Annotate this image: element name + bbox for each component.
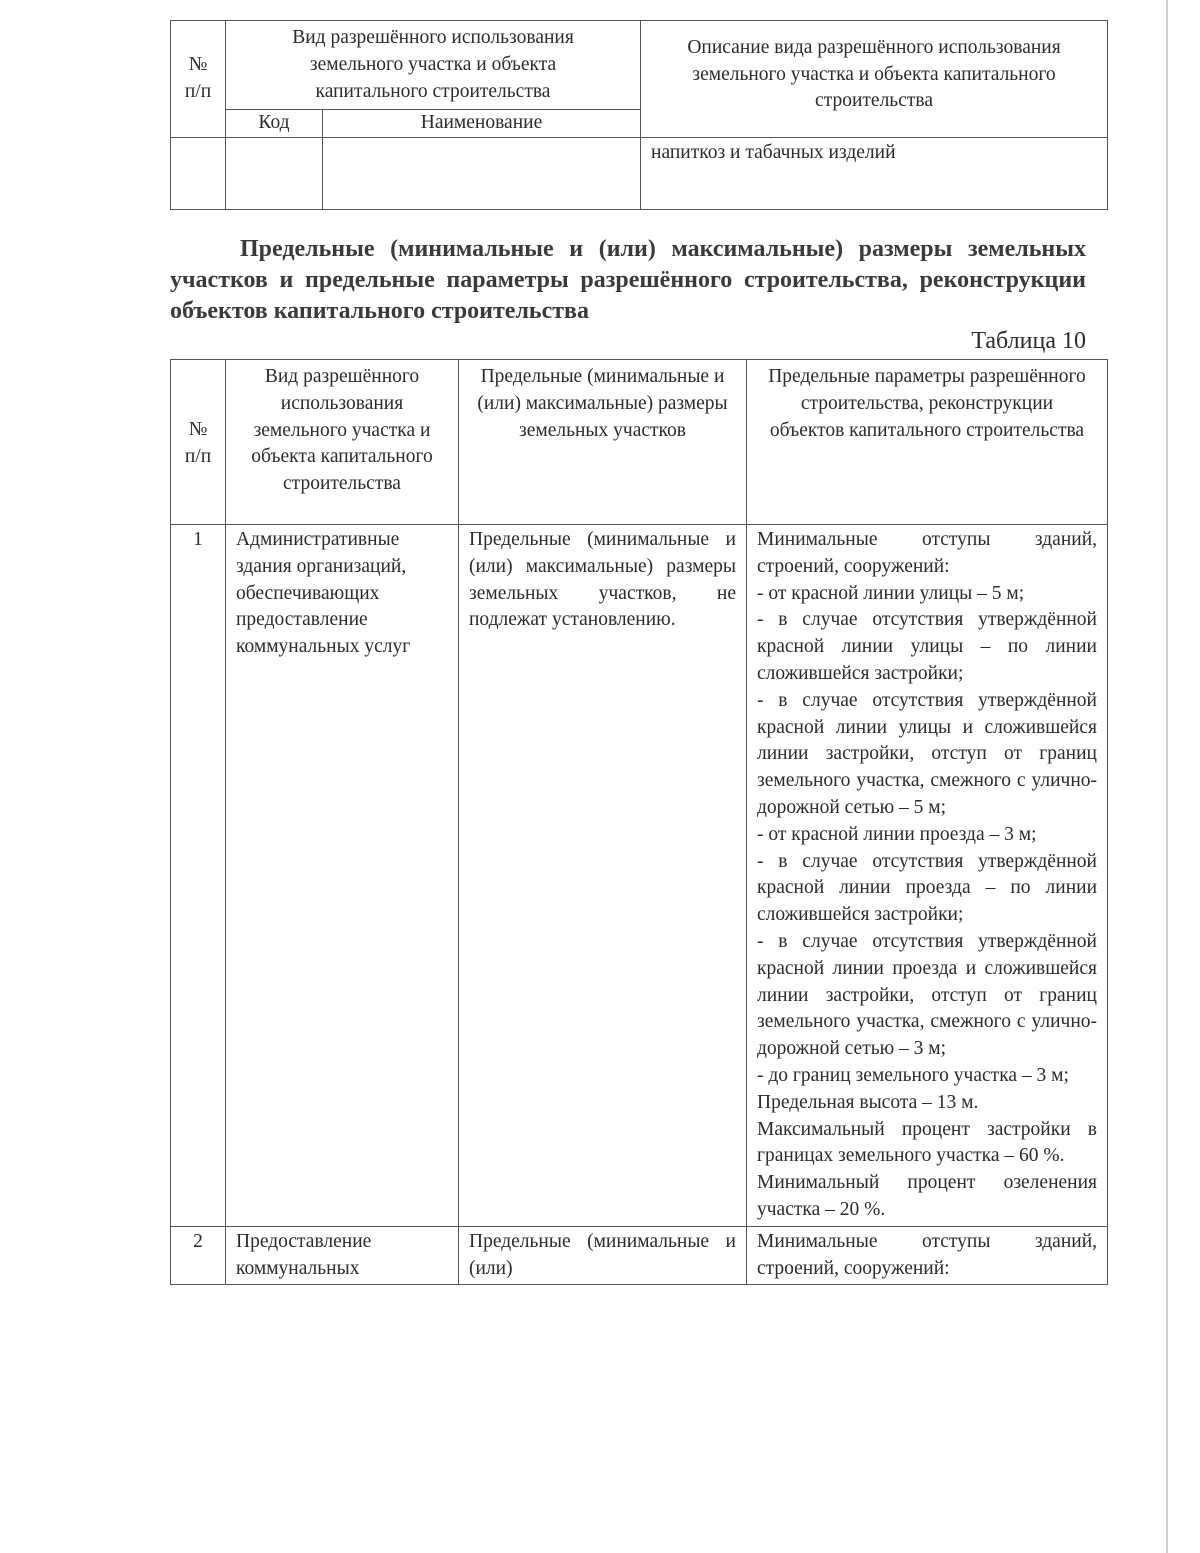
limits-table	[170, 359, 1108, 1285]
row-plot-text: Предельные (минимальные и (или) максимальные) размеры земельных участков, не подлежат установлению.	[469, 529, 736, 631]
param-line: Максимальный процент застройки в границах земельного участка – 60 %.	[757, 1118, 1097, 1167]
param-line: - в случае отсутствия утверждённой красной линии улицы и сложившейся линии застройки, отступ от границ земельного участка, смежного с улично-дорожной сетью – 5 м;	[757, 689, 1097, 818]
table-caption: Таблица 10	[971, 328, 1086, 354]
row-plot-text: Предельные (минимальные и (или)	[469, 1230, 736, 1279]
param-line: Минимальный процент озеленения участка – 20 %.	[757, 1172, 1097, 1220]
continued-table	[170, 20, 1108, 210]
cell-code	[226, 138, 323, 210]
param-line: - в случае отсутствия утверждённой красной линии проезда – по линии сложившейся застройки;	[757, 850, 1097, 926]
header-desc: Описание вида разрешённого использования земельного участка и объекта капитального строительства	[641, 21, 1108, 138]
param-line: - от красной линии улицы – 5 м;	[757, 582, 1025, 604]
table-row	[171, 1226, 1108, 1285]
row-plot	[459, 525, 747, 1227]
col-header-num: № п/п	[171, 360, 226, 525]
param-line: - в случае отсутствия утверждённой красной линии улицы – по линии сложившейся застройки;	[757, 609, 1097, 684]
table-header-row	[171, 360, 1108, 525]
param-line: Минимальные отступы зданий, строений, сооружений:	[757, 1230, 1097, 1279]
section-heading-text: Предельные (минимальные и (или) максимальные) размеры земельных участков и предельные параметры разрешённого строительства, реконструкции объектов капитального строительства	[170, 236, 1086, 324]
header-code: Код	[226, 110, 323, 138]
col-header-params: Предельные параметры разрешённого строительства, реконструкции объектов капитального строительства	[747, 360, 1108, 525]
param-line: Предельная высота – 13 м.	[757, 1091, 979, 1113]
row-params	[747, 1226, 1108, 1285]
param-line: Минимальные отступы зданий, строений, сооружений:	[757, 529, 1097, 577]
param-line: - от красной линии проезда – 3 м;	[757, 823, 1037, 845]
row-type: Предоставление коммунальных	[226, 1226, 459, 1285]
cell-desc: напиткоз и табачных изделий	[641, 138, 1108, 210]
header-type: Вид разрешённого использования земельного участка и объекта капитального строительства	[226, 21, 641, 110]
param-line: - до границ земельного участка – 3 м;	[757, 1064, 1069, 1086]
row-num: 2	[171, 1226, 226, 1285]
scan-edge-line	[1166, 0, 1168, 1553]
row-type: Административные здания организаций, обеспечивающих предоставление коммунальных услуг	[226, 525, 459, 1227]
header-num: № п/п	[171, 21, 226, 138]
row-params	[747, 525, 1108, 1227]
row-num: 1	[171, 525, 226, 1227]
row-plot	[459, 1226, 747, 1285]
section-heading	[170, 234, 1086, 327]
header-name: Наименование	[323, 110, 641, 138]
param-line: - в случае отсутствия утверждённой красной линии проезда и сложившейся линии застройки, отступ от границ земельного участка, смежного с улично-дорожной сетью – 3 м;	[757, 930, 1097, 1060]
cell-num	[171, 138, 226, 210]
table-row	[171, 525, 1108, 1227]
col-header-type: Вид разрешённого использования земельного участка и объекта капитального строительства	[226, 360, 459, 525]
col-header-plot: Предельные (минимальные и (или) максимальные) размеры земельных участков	[459, 360, 747, 525]
cell-name	[323, 138, 641, 210]
